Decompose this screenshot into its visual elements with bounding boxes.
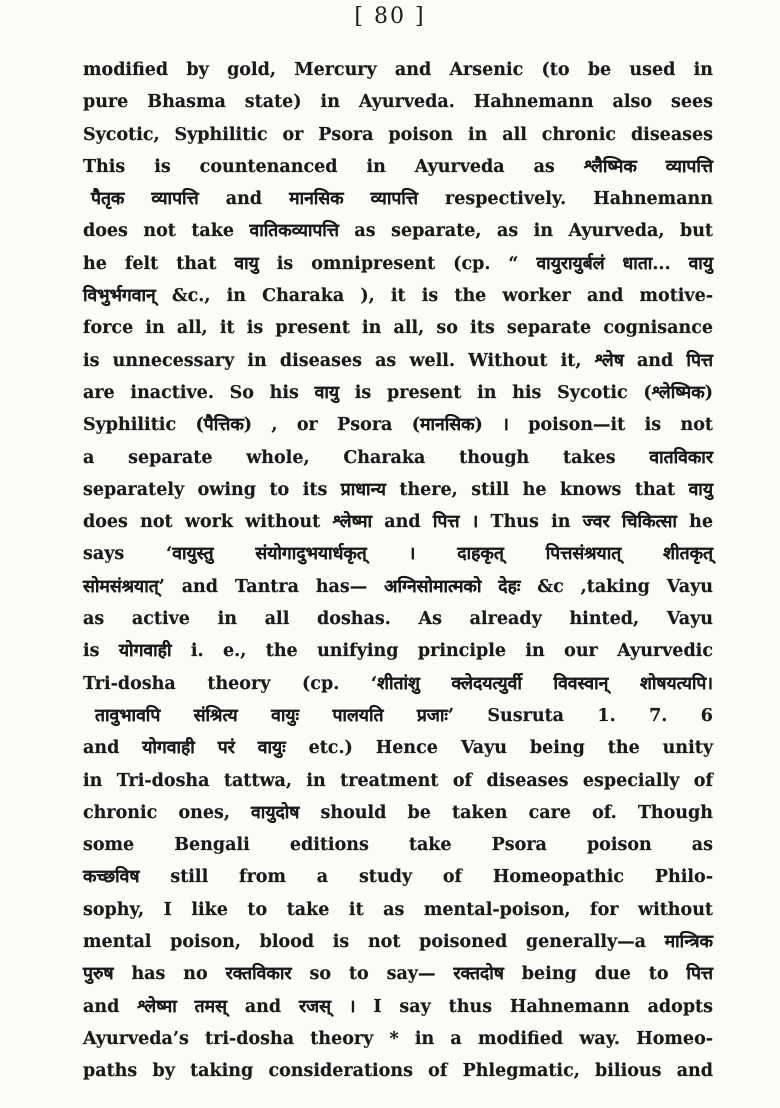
text-line: says ‘वायुस्तु संयोगादुभयार्धकृत् । दाहकृत् पित्तसंश्रयात् शीतकृत् [83, 544, 713, 565]
text-line: is unnecessary in diseases as well. Without it, श्लेष and पित्त [83, 350, 713, 371]
text-line: as active in all doshas. As already hinted, Vayu [83, 609, 713, 630]
text-line: कच्छविष still from a study of Homeopathic Philo- [83, 867, 713, 888]
text-line: This is countenanced in Ayurveda as श्लैष्मिक व्यापत्ति [83, 156, 713, 177]
text-line: Sycotic, Syphilitic or Psora poison in all chronic diseases [83, 124, 713, 145]
text-line: तावुभावपि संश्रित्य वायुः पालयति प्रजाः’ Susruta 1. 7. 6 [95, 705, 713, 726]
text-line: he felt that वायु is omnipresent (cp. “ वायुरायुर्बलं धाता... वायु [83, 253, 713, 274]
text-line: does not work without श्लेष्मा and पित्त । Thus in ज्वर चिकित्सा he [83, 512, 713, 533]
text-line: and श्लेष्मा तमस् and रजस् । I say thus Hahnemann adopts [83, 996, 713, 1017]
text-line: mental poison, blood is not poisoned generally—a मान्त्रिक [83, 932, 713, 953]
text-line: sophy, I like to take it as mental-poison, for without [83, 899, 713, 920]
text-line: is योगवाही i. e., the unifying principle in our Ayurvedic [83, 641, 713, 662]
text-line: a separate whole, Charaka though takes वातविकार [83, 447, 713, 468]
text-line: modified by gold, Mercury and Arsenic (to be used in [83, 60, 713, 80]
text-line: पुरुष has no रक्तविकार so to say— रक्तदोष being due to पित्त [83, 964, 713, 985]
text-line: pure Bhasma state) in Ayurveda. Hahnemann also sees [83, 92, 713, 113]
text-line: chronic ones, वायुदोष should be taken care of. Though [83, 802, 713, 823]
text-line: in Tri-dosha tattwa, in treatment of diseases especially of [83, 770, 713, 791]
text-line: and योगवाही परं वायुः etc.) Hence Vayu being the unity [83, 738, 713, 759]
text-line: paths by taking considerations of Phlegmatic, bilious and [83, 1061, 713, 1082]
text-line: separately owing to its प्राधान्य there, still he knows that वायु [83, 479, 713, 500]
text-line: are inactive. So his वायु is present in his Sycotic (श्लेष्मिक) [83, 382, 713, 403]
page-body-text [83, 54, 713, 1088]
text-line: Ayurveda’s tri-dosha theory * in a modified way. Homeo- [83, 1028, 713, 1049]
text-line: Syphilitic (पैत्तिक) , or Psora (मानसिक) । poison—it is not [83, 415, 713, 436]
text-line: पैतृक व्यापत्ति and मानसिक व्यापत्ति respectively. Hahnemann [91, 189, 713, 210]
text-line: some Bengali editions take Psora poison as [83, 835, 713, 856]
text-line: Tri-dosha theory (cp. ‘शीतांशु क्लेदयत्युर्वी विवस्वान् शोषयत्यपि। [83, 673, 713, 694]
text-line: force in all, it is present in all, so its separate cognisance [83, 318, 713, 339]
text-line: सोमसंश्रयात्’ and Tantra has— अग्निसोमात्मको देहः &c ,taking Vayu [83, 576, 713, 597]
page-number: [ 80 ] [354, 4, 426, 29]
text-line: विभुर्भगवान् &c., in Charaka ), it is the worker and motive- [83, 286, 713, 307]
text-line: does not take वातिकव्यापत्ति as separate, as in Ayurveda, but [83, 221, 713, 242]
